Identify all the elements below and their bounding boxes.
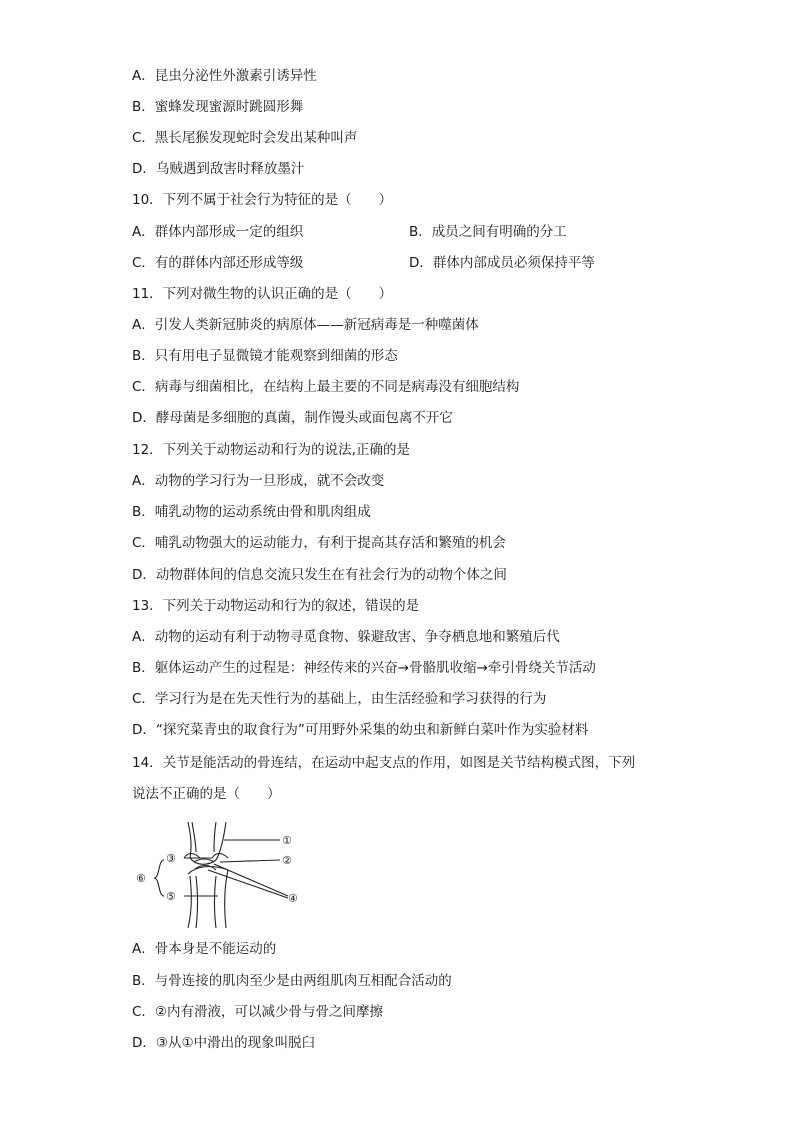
text-line: A．引发人类新冠肺炎的病原体——新冠病毒是一种噬菌体 <box>132 317 479 333</box>
text-line: D．群体内部成员必须保持平等 <box>409 255 595 271</box>
question-10: 10．下列不属于社会行为特征的是（ ） <box>132 192 393 208</box>
label-5: ⑤ <box>166 890 176 903</box>
text-line: D．③从①中滑出的现象叫脱臼 <box>132 1035 316 1051</box>
text-line: D．“探究菜青虫的取食行为”可用野外采集的幼虫和新鲜白菜叶作为实验材料 <box>132 722 589 738</box>
brace-6 <box>154 860 164 896</box>
text-line: A．动物的运动有利于动物寻觅食物、躲避敌害、争夺栖息地和繁殖后代 <box>132 629 560 645</box>
text-line: B．只有用电子显微镜才能观察到细菌的形态 <box>132 348 398 364</box>
label-1: ① <box>282 834 292 847</box>
text-line: C．黑长尾猴发现蛇时会发出某种叫声 <box>132 130 358 146</box>
text-line: C．学习行为是在先天性行为的基础上，由生活经验和学习获得的行为 <box>132 691 547 707</box>
text-line: B．蜜蜂发现蜜源时跳圆形舞 <box>132 99 304 115</box>
joint-diagram <box>128 818 328 933</box>
upper-bone-outline <box>192 822 216 852</box>
question-11: 11．下列对微生物的认识正确的是（ ） <box>132 286 393 302</box>
text-line: A．群体内部形成一定的组织 <box>132 224 304 240</box>
text-line: A．动物的学习行为一旦形成，就不会改变 <box>132 473 385 489</box>
text-line: D．动物群体间的信息交流只发生在有社会行为的动物个体之间 <box>132 567 507 583</box>
text-line: C．哺乳动物强大的运动能力，有利于提高其存活和繁殖的机会 <box>132 535 506 551</box>
text-line: B．哺乳动物的运动系统由骨和肌肉组成 <box>132 504 371 520</box>
label-6: ⑥ <box>136 872 146 885</box>
text-line: C．病毒与细菌相比，在结构上最主要的不同是病毒没有细胞结构 <box>132 379 520 395</box>
question-13: 13．下列关于动物运动和行为的叙述，错误的是 <box>132 598 420 614</box>
text-line: D．酵母菌是多细胞的真菌，制作馒头或面包离不开它 <box>132 410 453 426</box>
text-line: A．骨本身是不能运动的 <box>132 941 277 957</box>
question-14: 14．关节是能活动的骨连结，在运动中起支点的作用，如图是关节结构模式图，下列 <box>132 755 636 771</box>
label-line-4b <box>208 870 288 898</box>
lower-bone-inner <box>196 876 216 928</box>
label-2: ② <box>282 854 292 867</box>
text-line: 说法不正确的是（ ） <box>132 786 281 802</box>
text-line: B．躯体运动产生的过程是：神经传来的兴奋→骨骼肌收缩→牵引骨绕关节活动 <box>132 660 596 676</box>
label-3: ③ <box>166 852 176 865</box>
question-12: 12．下列关于动物运动和行为的说法,正确的是 <box>132 442 410 458</box>
text-line: B．与骨连接的肌肉至少是由两组肌肉互相配合活动的 <box>132 973 452 989</box>
label-line-2 <box>220 860 280 862</box>
text-line: B．成员之间有明确的分工 <box>409 224 567 240</box>
text-line: C．有的群体内部还形成等级 <box>132 255 304 271</box>
joint-cavity <box>194 859 214 862</box>
label-4: ④ <box>288 892 298 905</box>
text-line: D．乌贼遇到敌害时释放墨汁 <box>132 161 305 177</box>
lower-bone-outer <box>188 867 228 928</box>
text-line: C．②内有滑液，可以减少骨与骨之间摩擦 <box>132 1004 384 1020</box>
text-line: A．昆虫分泌性外激素引诱异性 <box>132 68 317 84</box>
